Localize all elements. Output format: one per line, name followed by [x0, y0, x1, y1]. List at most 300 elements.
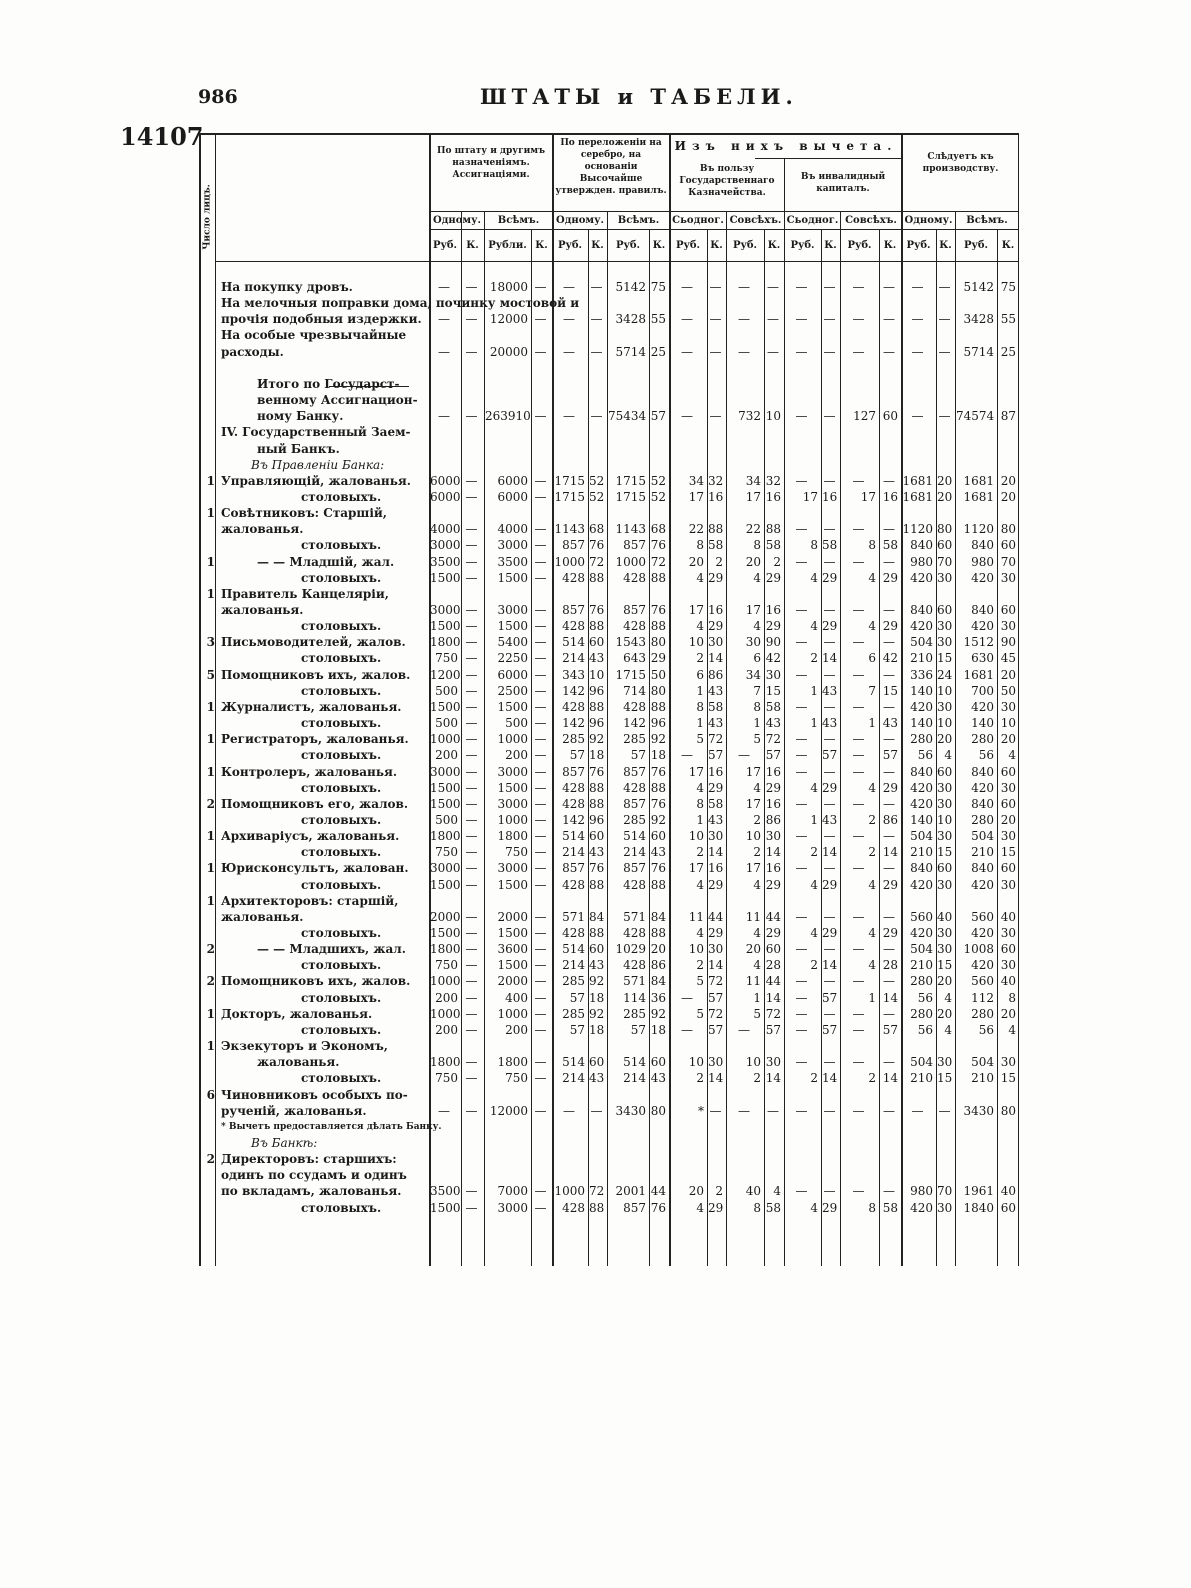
cell-value: 29: [822, 570, 838, 585]
cell-value: 29: [765, 780, 781, 795]
cell-value: 92: [589, 732, 605, 747]
cell-value: 4: [696, 877, 704, 892]
cell-value: 16: [708, 603, 724, 617]
cell-value: —: [534, 780, 547, 795]
cell-value: 1: [810, 812, 818, 827]
cell-value: 3000: [430, 764, 461, 779]
cell-value: 4: [944, 990, 952, 1005]
person-count: [199, 925, 215, 941]
cell-value: 3430: [963, 1103, 994, 1118]
cell-value: 34: [688, 473, 704, 488]
cell-value: —: [465, 409, 478, 424]
cell-value: 72: [708, 1006, 724, 1021]
cell-value: 428: [562, 780, 585, 795]
table-row: [199, 1070, 1019, 1086]
person-count: [199, 392, 215, 408]
cell-value: —: [795, 1184, 808, 1199]
cell-value: 2: [715, 1184, 723, 1199]
cell-value: 92: [650, 1006, 666, 1021]
cell-value: 84: [589, 909, 605, 924]
cell-value: —: [883, 732, 895, 747]
cell-value: 14: [822, 651, 838, 666]
unit-label: К.: [767, 240, 781, 251]
cell-value: 4: [753, 926, 761, 940]
cell-value: 29: [822, 926, 838, 940]
table-row: [199, 441, 1019, 457]
cell-value: 14: [882, 990, 898, 1005]
row-label: прочія подобныя издержки.: [221, 312, 422, 327]
table-row: [199, 877, 1019, 893]
cell-value: 56: [978, 1022, 994, 1037]
cell-value: —: [534, 942, 547, 957]
cell-value: —: [534, 877, 547, 892]
cell-value: —: [795, 409, 808, 424]
table-row: [199, 505, 1019, 521]
cell-value: 20: [937, 473, 953, 488]
cell-value: —: [823, 312, 836, 327]
person-count: [199, 1200, 215, 1216]
cell-value: 57: [569, 990, 585, 1005]
unit-label: Рубли.: [488, 240, 527, 251]
unit-label: К.: [710, 240, 723, 251]
table-row: [199, 1135, 1019, 1151]
cell-value: 1000: [615, 554, 646, 569]
cell-value: 140: [910, 716, 933, 731]
table-top-rule: [199, 133, 1019, 135]
row-label: столовыхъ.: [301, 716, 382, 731]
cell-value: 30: [1000, 958, 1016, 973]
cell-value: 4: [773, 1184, 781, 1199]
row-label: расходы.: [221, 344, 284, 359]
cell-value: —: [911, 280, 924, 294]
cell-value: 3500: [430, 554, 461, 569]
table-row: [199, 780, 1019, 796]
cell-value: 1029: [615, 942, 646, 957]
payable-header: Слѣдуетъ къ производству.: [922, 152, 999, 174]
table-row: [199, 327, 1019, 343]
cell-value: —: [563, 344, 575, 359]
cell-value: 420: [910, 780, 933, 795]
cell-value: 15: [765, 683, 781, 698]
cell-value: 428: [623, 619, 646, 634]
cell-value: 142: [562, 812, 585, 827]
cell-value: 57: [882, 1022, 898, 1037]
cell-value: 55: [650, 312, 666, 327]
cell-value: 24: [937, 667, 953, 682]
cell-value: 88: [650, 780, 666, 795]
cell-value: 750: [435, 651, 458, 666]
cell-value: 29: [650, 651, 666, 666]
cell-value: 420: [910, 619, 933, 634]
cell-value: 86: [882, 812, 898, 827]
cell-value: 428: [562, 570, 585, 585]
cell-value: 76: [650, 796, 666, 811]
cell-value: 88: [589, 780, 605, 795]
cell-value: 3500: [430, 1184, 461, 1199]
cell-value: —: [823, 796, 836, 811]
person-count: [199, 1135, 215, 1151]
cell-value: —: [465, 1200, 478, 1215]
cell-value: 75434: [608, 409, 647, 424]
cell-value: 3000: [430, 603, 461, 617]
cell-value: 30: [765, 829, 781, 844]
table-row: [199, 1167, 1019, 1183]
cell-value: 18: [589, 748, 605, 763]
row-label: Директоровъ: старшихъ:: [221, 1152, 397, 1167]
cell-value: 12000: [489, 312, 528, 327]
cell-value: —: [795, 699, 808, 714]
cell-value: 57: [708, 990, 724, 1005]
cell-value: 14: [765, 1071, 781, 1086]
cell-value: 1500: [497, 877, 528, 892]
cell-value: 214: [623, 845, 646, 860]
cell-value: 60: [650, 1055, 666, 1070]
cell-value: —: [534, 1200, 547, 1215]
cell-value: 30: [1000, 877, 1016, 892]
cell-value: —: [590, 1103, 603, 1118]
unit-label: Руб.: [963, 240, 989, 251]
cell-value: 857: [623, 796, 646, 811]
cell-value: 2: [696, 1071, 704, 1086]
row-label: Контролеръ, жалованья.: [221, 764, 398, 779]
cell-value: 343: [562, 667, 585, 682]
cell-value: 5: [753, 1006, 761, 1021]
cell-value: —: [563, 409, 575, 424]
cell-value: 43: [589, 651, 605, 666]
table-row: [199, 699, 1019, 715]
cell-value: 4: [753, 958, 761, 973]
cell-value: 72: [589, 554, 605, 569]
cell-value: 80: [1000, 522, 1016, 537]
cell-value: 4000: [430, 522, 461, 537]
cell-value: 58: [708, 538, 724, 553]
table-row: [199, 1103, 1019, 1119]
cell-value: 840: [971, 538, 994, 553]
table-row: [199, 1022, 1019, 1038]
cell-value: 2000: [497, 909, 528, 924]
cell-value: 200: [435, 1022, 458, 1037]
cell-value: 1500: [497, 958, 528, 973]
cell-value: 90: [1000, 635, 1016, 650]
row-label: Чиновниковъ особыхъ по-: [221, 1087, 408, 1102]
cell-value: —: [795, 1006, 808, 1021]
cell-value: 214: [562, 845, 585, 860]
cell-value: 840: [971, 603, 994, 617]
cell-value: 29: [708, 780, 724, 795]
cell-value: —: [795, 764, 808, 779]
table-row: [199, 392, 1019, 408]
cell-value: 15: [1000, 1071, 1016, 1086]
cell-value: 30: [937, 877, 953, 892]
row-label: Правитель Канцеляріи,: [221, 586, 389, 601]
cell-value: 3000: [497, 764, 528, 779]
cell-value: 840: [910, 764, 933, 779]
cell-value: —: [795, 344, 808, 359]
person-count: [199, 957, 215, 973]
person-count: [199, 489, 215, 505]
person-count: [199, 602, 215, 618]
sub-all: Всѣмъ.: [617, 215, 660, 226]
cell-value: 1500: [497, 926, 528, 940]
cell-value: —: [823, 829, 836, 844]
cell-value: 6: [753, 651, 761, 666]
row-label: Помощниковъ ихъ, жалов.: [221, 974, 411, 989]
unit-label: Руб.: [432, 240, 458, 251]
cell-value: —: [534, 683, 547, 698]
cell-value: 76: [589, 861, 605, 876]
cell-value: 2: [868, 1071, 876, 1086]
cell-value: —: [590, 312, 603, 327]
cell-value: 840: [910, 538, 933, 553]
person-count: [199, 1022, 215, 1038]
cell-value: 7: [868, 683, 876, 698]
cell-value: —: [795, 603, 808, 617]
cell-value: 11: [688, 909, 704, 924]
cell-value: 60: [765, 942, 781, 957]
table-row: [199, 602, 1019, 618]
cell-value: —: [465, 651, 478, 666]
cell-value: 17: [745, 603, 761, 617]
count-col-header: Число лицъ.: [202, 184, 213, 250]
cell-value: 2: [696, 845, 704, 860]
cell-value: 30: [708, 1055, 724, 1070]
cell-value: 4: [753, 877, 761, 892]
cell-value: 6000: [497, 489, 528, 504]
unit-label: К.: [1001, 240, 1015, 251]
cell-value: 140: [971, 716, 994, 731]
cell-value: 60: [1000, 1200, 1016, 1215]
cell-value: 17: [688, 861, 704, 876]
cell-value: —: [795, 1022, 808, 1037]
cell-value: 1143: [615, 522, 646, 537]
cell-value: —: [465, 603, 478, 617]
cell-value: —: [709, 312, 722, 327]
cell-value: 8: [753, 1200, 761, 1215]
cell-value: —: [563, 312, 575, 327]
cell-value: 1: [810, 716, 818, 731]
cell-value: 28: [882, 958, 898, 973]
sub-one: Одному.: [556, 215, 604, 226]
cell-value: 80: [937, 522, 953, 537]
cell-value: —: [795, 732, 808, 747]
cell-value: 22: [688, 522, 704, 537]
cell-value: 58: [765, 1200, 781, 1215]
cell-value: 56: [917, 990, 933, 1005]
cell-value: —: [883, 796, 895, 811]
row-label: Журналистъ, жалованья.: [221, 699, 402, 714]
cell-value: 20: [937, 489, 953, 504]
person-count: [199, 344, 215, 360]
row-label: Итого по Государст-: [257, 376, 400, 391]
cell-value: 57: [765, 1022, 781, 1037]
cell-value: 15: [882, 683, 898, 698]
cell-value: 96: [650, 716, 666, 731]
cell-value: 8: [868, 1200, 876, 1215]
cell-value: 8: [753, 699, 761, 714]
unit-label: Руб.: [557, 240, 583, 251]
cell-value: 30: [937, 699, 953, 714]
margin-number: 14107: [120, 122, 204, 151]
cell-value: 96: [589, 683, 605, 698]
cell-value: 18: [650, 1022, 666, 1037]
cell-value: 74574: [956, 409, 995, 424]
table-row: [199, 683, 1019, 699]
cell-value: —: [911, 344, 924, 359]
cell-value: —: [709, 409, 722, 424]
row-label: одинъ по ссудамъ и одинъ: [221, 1168, 407, 1183]
cell-value: —: [534, 538, 547, 553]
cell-value: 4: [868, 926, 876, 940]
cell-value: 56: [978, 748, 994, 763]
cell-value: —: [465, 619, 478, 634]
cell-value: —: [534, 990, 547, 1005]
cell-value: 20: [937, 1006, 953, 1021]
cell-value: —: [738, 1022, 750, 1037]
cell-value: 504: [971, 1055, 994, 1070]
sub-sovs: Совсѣхъ.: [845, 215, 897, 226]
cell-value: 30: [1000, 1055, 1016, 1070]
cell-value: 1120: [902, 522, 933, 537]
cell-value: 45: [1000, 651, 1016, 666]
cell-value: —: [795, 748, 808, 763]
cell-value: 68: [589, 522, 605, 537]
cell-value: 92: [650, 812, 666, 827]
cell-value: 76: [650, 764, 666, 779]
cell-value: —: [795, 667, 808, 682]
cell-value: 29: [708, 1200, 724, 1215]
cell-value: 142: [562, 683, 585, 698]
person-count: 1: [206, 893, 215, 908]
cell-value: —: [883, 1184, 895, 1199]
cell-value: 1: [868, 990, 876, 1005]
cell-value: 3000: [497, 603, 528, 617]
cell-value: —: [852, 796, 865, 811]
cell-value: 420: [971, 958, 994, 973]
cell-value: 1681: [902, 489, 933, 504]
cell-value: —: [795, 974, 808, 989]
cell-value: 571: [623, 974, 646, 989]
cell-value: 504: [910, 1055, 933, 1070]
cell-value: 2250: [497, 651, 528, 666]
cell-value: —: [883, 344, 895, 359]
cell-value: —: [681, 990, 693, 1005]
cell-value: —: [823, 764, 836, 779]
cell-value: —: [709, 1103, 722, 1118]
cell-value: 30: [1000, 926, 1016, 940]
cell-value: —: [823, 1103, 836, 1118]
cell-value: —: [534, 635, 547, 650]
cell-value: 4: [696, 780, 704, 795]
cell-value: —: [795, 829, 808, 844]
cell-value: 15: [1000, 845, 1016, 860]
row-label: — — Младшій, жал.: [257, 554, 395, 569]
cell-value: 72: [765, 1006, 781, 1021]
cell-value: 643: [623, 651, 646, 666]
cell-value: 571: [562, 909, 585, 924]
cell-value: 1200: [430, 667, 461, 682]
cell-value: 514: [562, 829, 585, 844]
cell-value: 214: [562, 651, 585, 666]
cell-value: 732: [738, 409, 761, 424]
cell-value: —: [465, 974, 478, 989]
cell-value: 30: [937, 829, 953, 844]
cell-value: 60: [937, 603, 953, 617]
cell-value: —: [938, 280, 951, 294]
cell-value: —: [795, 1103, 808, 1118]
cell-value: —: [534, 570, 547, 585]
cell-value: 4: [810, 1200, 818, 1215]
row-label: рученій, жалованья.: [221, 1103, 367, 1118]
cell-value: 58: [765, 699, 781, 714]
person-count: [199, 1119, 215, 1135]
table-row: [199, 1006, 1019, 1022]
cell-value: 980: [910, 1184, 933, 1199]
person-count: [199, 424, 215, 440]
cell-value: 88: [589, 796, 605, 811]
cell-value: 4: [753, 570, 761, 585]
row-label: жалованья.: [221, 909, 304, 924]
cell-value: 857: [562, 538, 585, 553]
row-label: столовыхъ.: [301, 1071, 382, 1086]
cell-value: —: [738, 1103, 750, 1118]
cell-value: —: [938, 312, 951, 327]
cell-value: 20: [688, 554, 704, 569]
cell-value: 10: [1000, 716, 1016, 731]
cell-value: 88: [589, 1200, 605, 1215]
cell-value: —: [465, 845, 478, 860]
cell-value: 92: [589, 1006, 605, 1021]
cell-value: —: [534, 1055, 547, 1070]
person-count: 1: [206, 732, 215, 747]
cell-value: 30: [745, 635, 761, 650]
sub-one: Одному.: [433, 215, 481, 226]
cell-value: 2500: [497, 683, 528, 698]
cell-value: —: [852, 942, 865, 957]
cell-value: 210: [971, 845, 994, 860]
cell-value: 17: [802, 489, 818, 504]
cell-value: 16: [765, 796, 781, 811]
cell-value: 4: [1008, 1022, 1016, 1037]
person-count: 1: [206, 586, 215, 601]
cell-value: 29: [882, 570, 898, 585]
cell-value: 420: [971, 619, 994, 634]
cell-value: 8: [868, 538, 876, 553]
cell-value: 34: [745, 667, 761, 682]
cell-value: —: [465, 877, 478, 892]
cell-value: 60: [1000, 764, 1016, 779]
cell-value: —: [795, 635, 808, 650]
cell-value: 70: [937, 554, 953, 569]
cell-value: 514: [562, 942, 585, 957]
cell-value: 10: [688, 635, 704, 650]
cell-value: —: [534, 1006, 547, 1021]
cell-value: 20: [1000, 667, 1016, 682]
unit-label: Руб.: [847, 240, 872, 251]
cell-value: —: [823, 522, 836, 537]
cell-value: 3000: [497, 538, 528, 553]
row-label: столовыхъ.: [301, 748, 382, 763]
cell-value: —: [852, 699, 865, 714]
cell-value: —: [883, 1055, 895, 1070]
table-row: [199, 828, 1019, 844]
cell-value: 750: [435, 845, 458, 860]
cell-value: 1715: [615, 489, 646, 504]
cell-value: 2001: [615, 1184, 646, 1199]
cell-value: 504: [971, 829, 994, 844]
cell-value: 3428: [615, 312, 646, 327]
person-count: 1: [206, 1006, 215, 1021]
cell-value: 4: [868, 958, 876, 973]
